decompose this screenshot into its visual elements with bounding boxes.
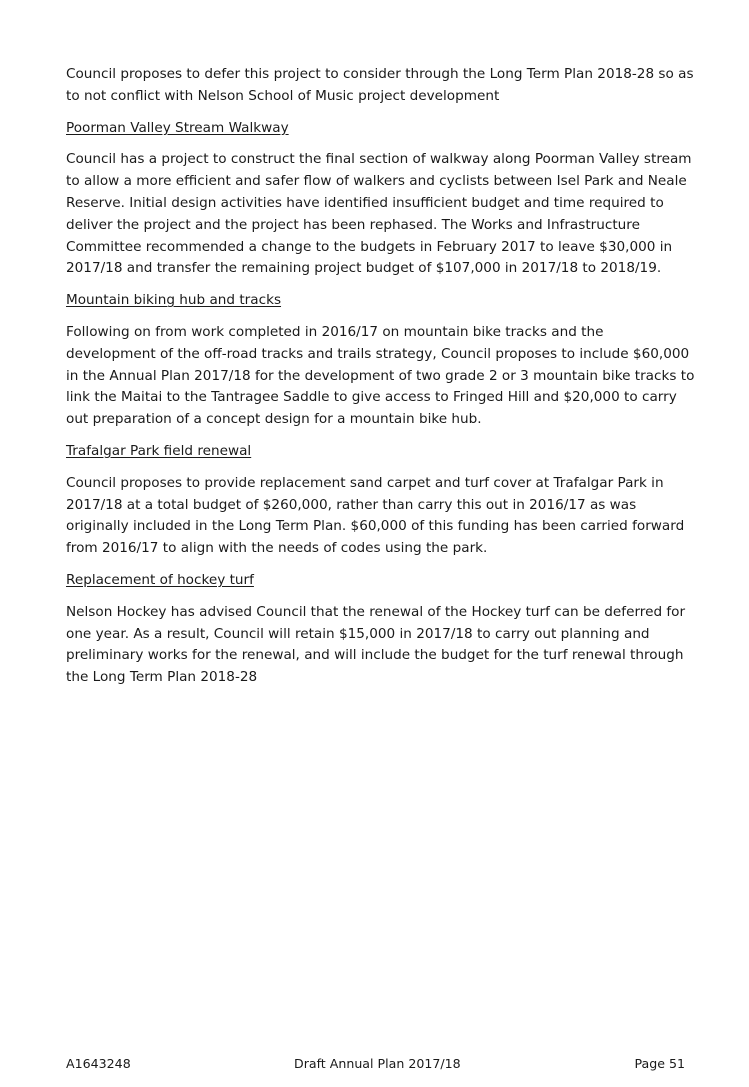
section-paragraph-poorman-valley [66, 149, 698, 280]
footer-title: Draft Annual Plan 2017/18 [294, 1056, 461, 1071]
text-line: Council has a project to construct the final section of walkway along Poorman Valley stream [66, 151, 692, 168]
text-line: to allow a more efficient and safer flow of walkers and cyclists between Isel Park and Neale [66, 173, 687, 190]
text-line: Following on from work completed in 2016/17 on mountain bike tracks and the [66, 323, 604, 340]
text-line: Council proposes to provide replacement sand carpet and turf cover at Trafalgar Park in [66, 474, 664, 491]
text-line: preliminary works for the renewal, and will include the budget for the turf renewal through [66, 647, 684, 664]
section-paragraph-hockey-turf [66, 602, 698, 689]
text-line: development of the off-road tracks and trails strategy, Council proposes to include $60,000 [66, 345, 690, 362]
section-heading-hockey-turf: Replacement of hockey turf [66, 571, 254, 588]
text-line: deliver the project and the project has been rephased. The Works and Infrastructure [66, 216, 640, 233]
footer-doc-id: A1643248 [66, 1056, 131, 1071]
text-line: Committee recommended a change to the budgets in February 2017 to leave $30,000 in [66, 238, 673, 255]
section-paragraph-trafalgar-park [66, 473, 698, 560]
text-line: Nelson Hockey has advised Council that the renewal of the Hockey turf can be deferred for [66, 603, 686, 620]
text-line: out preparation of a concept design for a mountain bike hub. [66, 411, 482, 428]
text-line: to not conflict with Nelson School of Music project development [66, 87, 500, 104]
section-heading-trafalgar-park: Trafalgar Park field renewal [66, 442, 252, 459]
section-heading-poorman-valley: Poorman Valley Stream Walkway [66, 119, 289, 136]
section-paragraph-mountain-biking [66, 322, 698, 431]
text-line: link the Maitai to the Tantragee Saddle to give access to Fringed Hill and $20,000 to carry [66, 389, 677, 406]
text-line: 2017/18 and transfer the remaining project budget of $107,000 in 2017/18 to 2018/19. [66, 260, 662, 277]
section-heading-mountain-biking: Mountain biking hub and tracks [66, 292, 282, 309]
footer-page-number: Page 51 [634, 1056, 685, 1071]
intro-paragraph [66, 64, 698, 108]
text-line: one year. As a result, Council will retain $15,000 in 2017/18 to carry out planning and [66, 625, 650, 642]
text-line: the Long Term Plan 2018-28 [66, 669, 258, 686]
text-line: Reserve. Initial design activities have identified insufficient budget and time required to [66, 194, 664, 211]
text-line: Council proposes to defer this project to consider through the Long Term Plan 2018-28 so as [66, 66, 694, 82]
text-line: from 2016/17 to align with the needs of codes using the park. [66, 540, 488, 557]
text-line: 2017/18 at a total budget of $260,000, rather than carry this out in 2016/17 as was [66, 496, 637, 513]
text-line: originally included in the Long Term Plan. $60,000 of this funding has been carried forward [66, 518, 685, 535]
document-body [66, 64, 698, 699]
text-line: in the Annual Plan 2017/18 for the development of two grade 2 or 3 mountain bike tracks to [66, 367, 695, 384]
